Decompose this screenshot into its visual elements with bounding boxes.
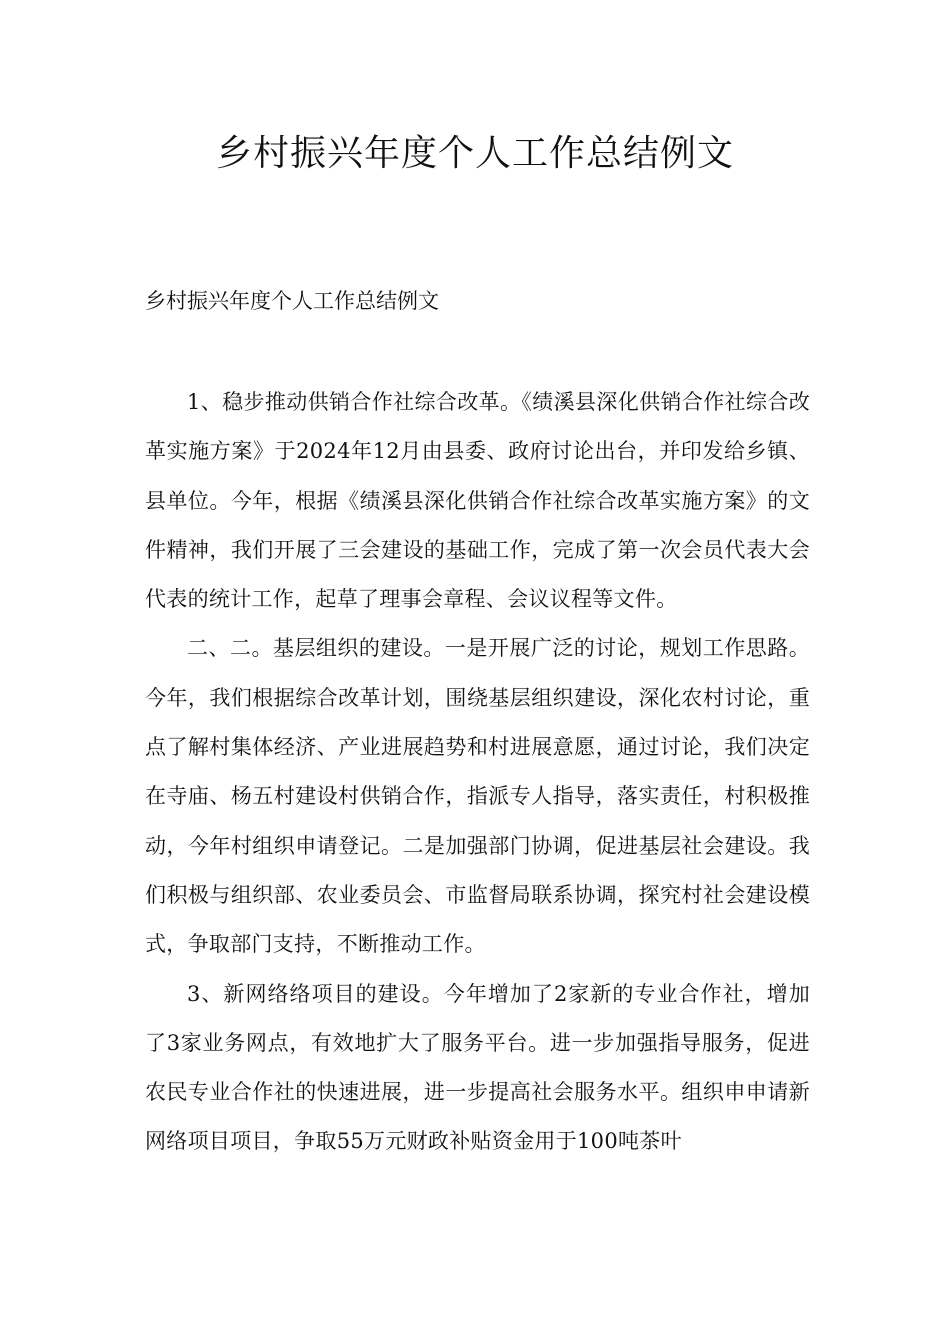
document-title: 乡村振兴年度个人工作总结例文 [215,133,734,174]
paragraph-3: 3、新网络络项目的建设。今年增加了2家新的专业合作社，增加了3家业务网点，有效地扩大了服务平台。进一步加强指导服务，促进农民专业合作社的快速进展，进一步提高社会服务水平。组织申申请新网络项目项目，争取55万元财政补贴资金用于100吨茶叶 [145,981,810,1154]
document-subtitle: 乡村振兴年度个人工作总结例文 [145,289,439,313]
document-body [145,378,810,1167]
paragraph-1: 1、稳步推动供销合作社综合改革。《绩溪县深化供销合作社综合改革实施方案》于2024年12月由县委、政府讨论出台，并印发给乡镇、县单位。今年，根据《绩溪县深化供销合作社综合改革实施方案》的文件精神，我们开展了三会建设的基础工作，完成了第一次会员代表大会代表的统计工作，起草了理事会章程、会议议程等文件。 [145,390,810,612]
paragraph-2: 二、二。基层组织的建设。一是开展广泛的讨论，规划工作思路。今年，我们根据综合改革计划，围绕基层组织建设，深化农村讨论，重点了解村集体经济、产业进展趋势和村进展意愿，通过讨论，我们决定在寺庙、杨五村建设村供销合作，指派专人指导，落实责任，村积极推动，今年村组织申请登记。二是加强部门协调，促进基层社会建设。我们积极与组织部、农业委员会、市监督局联系协调，探究村社会建设模式，争取部门支持，不断推动工作。 [145,636,810,957]
